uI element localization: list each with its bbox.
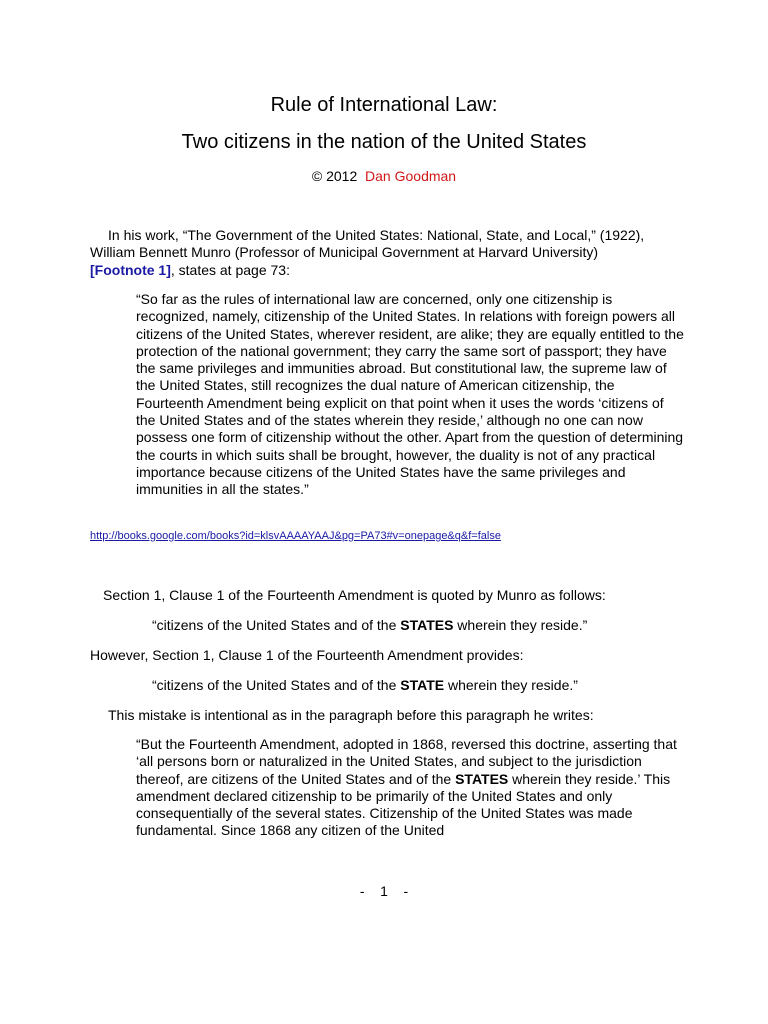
- quote-states: [152, 617, 587, 634]
- quote2-before: “But the Fourteenth Amendment, adopted in 1868, reversed this doctrine, asserting that ‘all persons born or naturalized in the United States, and subject to the jurisdiction thereof, are citizens of the United States and of the: [136, 736, 677, 787]
- quote-state-after: wherein they reside.”: [444, 677, 578, 693]
- quote-states-bold: STATES: [400, 617, 454, 633]
- quote-states-after: wherein they reside.”: [453, 617, 588, 633]
- author-name: Dan Goodman: [365, 168, 457, 184]
- page-number: - 1 -: [359, 883, 409, 899]
- copyright-year: © 2012: [311, 168, 358, 184]
- munro-quote-2: [136, 736, 681, 840]
- title-line-1: Rule of International Law:: [270, 94, 498, 116]
- intro-text-end: , states at page 73:: [170, 261, 290, 278]
- quote-state-before: “citizens of the United States and of the: [152, 677, 401, 693]
- copyright-line: [0, 167, 768, 185]
- intro-text: In his work, “The Government of the United States: National, State, and Local,” (1922), William Bennett Munro (Professor of Municipal Government at Harvard University): [90, 227, 645, 261]
- quote-states-before: “citizens of the United States and of the: [152, 617, 401, 633]
- intro-paragraph: [90, 227, 650, 279]
- title-line-2: Two citizens in the nation of the United States: [181, 131, 587, 153]
- however-line: However, Section 1, Clause 1 of the Fourteenth Amendment provides:: [90, 647, 524, 663]
- mistake-line: This mistake is intentional as in the paragraph before this paragraph he writes:: [108, 707, 594, 723]
- section-intro: Section 1, Clause 1 of the Fourteenth Amendment is quoted by Munro as follows:: [103, 587, 606, 603]
- quote-state: [152, 677, 578, 694]
- footnote-link[interactable]: [Footnote 1]: [90, 261, 171, 278]
- munro-quote-1: “So far as the rules of international law are concerned, only one citizenship is recognized, namely, citizenship of the United States. In relations with foreign powers all citizens of the United States, wherever resident, are alike; they are equally entitled to the protection of the national government; they carry the same sort of passport; they have the same privileges and immunities abroad. But constitutional law, the supreme law of the United States, still recognizes the dual nature of American citizenship, the Fourteenth Amendment being explicit on that point when it uses the words ‘citizens of the United States and of the states wherein they reside,’ although no one can now possess one form of citizenship without the other. Apart from the question of determining the courts in which suits shall be brought, however, the duality is not of any practical importance because citizens of the United States have the same privileges and immunities in all the states.”: [136, 291, 684, 498]
- quote2-after: wherein they reside.’ This amendment declared citizenship to be primarily of the United States and only consequentially of the several states. Citizenship of the United States was made fundamental. Since 1868 any citizen of the United: [136, 770, 671, 839]
- quote-state-bold: STATE: [400, 677, 445, 693]
- quote2-bold: STATES: [455, 770, 509, 787]
- source-link[interactable]: http://books.google.com/books?id=klsvAAAAYAAJ&pg=PA73#v=onepage&q&f=false: [90, 530, 501, 542]
